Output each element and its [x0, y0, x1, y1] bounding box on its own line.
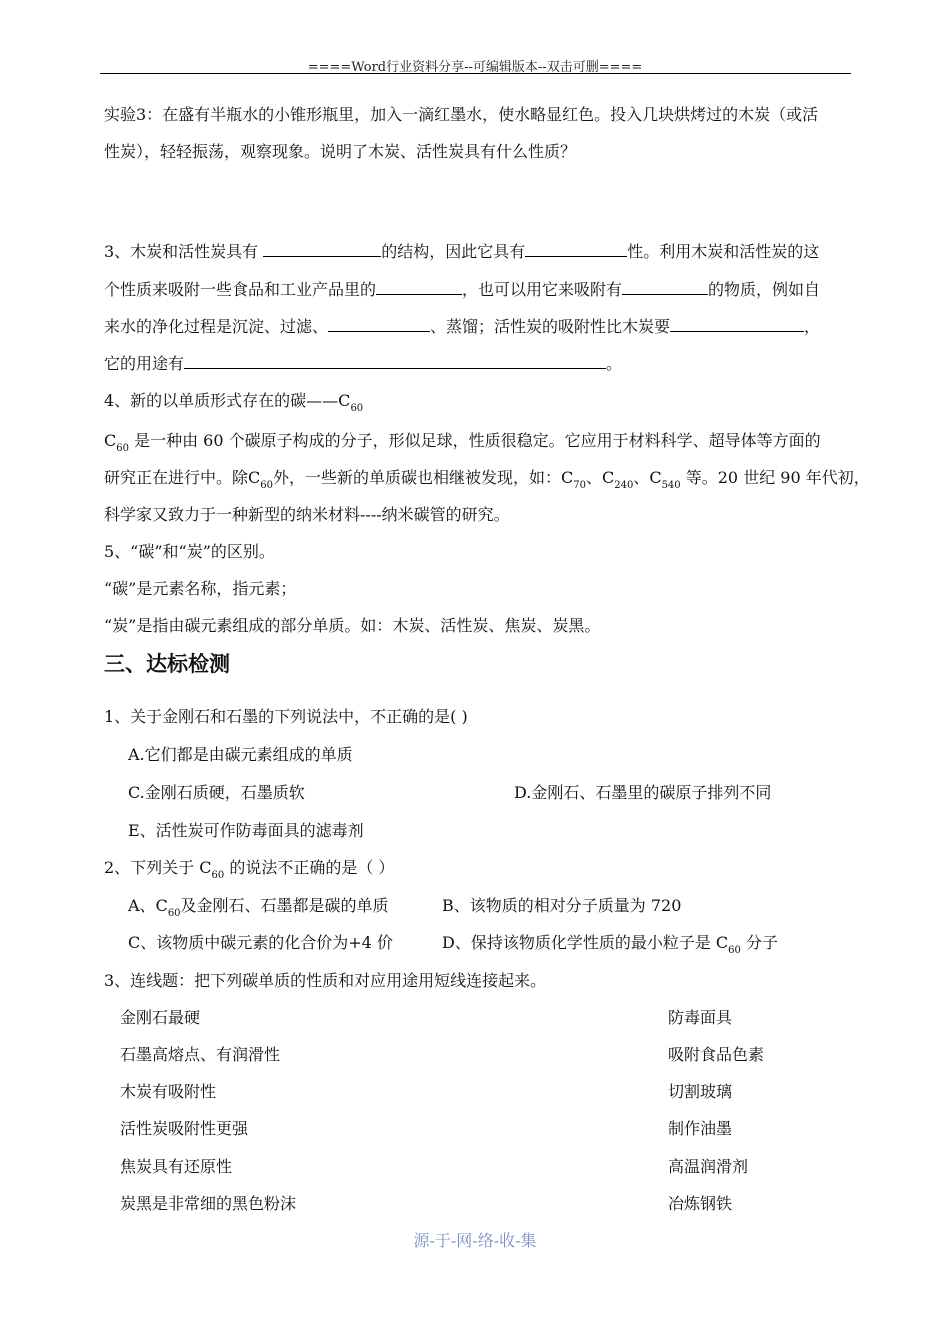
- q2-option-c: C、该物质中碳元素的化合价为+4 价: [128, 933, 393, 952]
- match-right-item[interactable]: 吸附食品色素: [668, 1045, 765, 1064]
- blank-4[interactable]: [622, 278, 708, 295]
- q1-option-e: E、活性炭可作防毒面具的滤毒剂: [128, 821, 364, 840]
- item5-line1: “碳”是元素名称，指元素；: [104, 579, 297, 598]
- match-right-item[interactable]: 冶炼钢铁: [668, 1194, 733, 1213]
- q1-option-a: A.它们都是由碳元素组成的单质: [128, 745, 353, 764]
- section-title: 三、达标检测: [104, 651, 230, 676]
- item3-line4: 它的用途有 。: [104, 354, 623, 373]
- blank-5[interactable]: [328, 315, 430, 332]
- item4-para-line3: 科学家又致力于一种新型的纳米材料----纳米碳管的研究。: [104, 505, 510, 524]
- q3-stem: 3、连线题：把下列碳单质的性质和对应用途用短线连接起来。: [104, 971, 547, 990]
- item3-line2: 个性质来吸附一些食品和工业产品里的 ，也可以用它来吸附有 的物质，例如自: [104, 280, 821, 299]
- match-right-item[interactable]: 高温润滑剂: [668, 1157, 749, 1176]
- item4-para-line1: $C_{60}$ 是一种由 60 个碳原子构成的分子，形似足球，性质很稳定。它应用于材料科学、超导体等方面的: [104, 431, 821, 454]
- q2-stem: 2、下列关于 $C_{60}$ 的说法不正确的是（ ）: [104, 858, 395, 881]
- item5-title: 5、“碳”和“炭”的区别。: [104, 542, 275, 561]
- match-left-item[interactable]: 炭黑是非常细的黑色粉沫: [120, 1194, 297, 1213]
- blank-1[interactable]: [263, 240, 381, 257]
- match-right-item[interactable]: 切割玻璃: [668, 1082, 733, 1101]
- match-left-item[interactable]: 金刚石最硬: [120, 1008, 201, 1027]
- match-right-item[interactable]: 制作油墨: [668, 1119, 733, 1138]
- q2-option-a: A、$C_{60}$及金刚石、石墨都是碳的单质: [128, 896, 389, 919]
- blank-7[interactable]: [184, 352, 606, 369]
- blank-2[interactable]: [525, 240, 627, 257]
- match-left-item[interactable]: 木炭有吸附性: [120, 1082, 217, 1101]
- blank-3[interactable]: [376, 278, 462, 295]
- q1-option-d: D.金刚石、石墨里的碳原子排列不同: [514, 783, 772, 802]
- item3-line1: 3、木炭和活性炭具有 的结构，因此它具有 性。利用木炭和活性炭的这: [104, 242, 820, 261]
- q2-option-d: D、保持该物质化学性质的最小粒子是 $C_{60}$ 分子: [442, 933, 778, 956]
- item4-title: 4、新的以单质形式存在的碳$——C_{60}$: [104, 391, 364, 414]
- item3-line3: 来水的净化过程是沉淀、过滤、 、蒸馏；活性炭的吸附性比木炭要 ，: [104, 317, 821, 336]
- page-header: ====Word行业资料分享--可编辑版本--双击可删====: [307, 60, 643, 75]
- q2-option-b: B、该物质的相对分子质量为 720: [442, 896, 682, 915]
- match-left-item[interactable]: 石墨高熔点、有润滑性: [120, 1045, 281, 1064]
- experiment3-line2: 性炭），轻轻振荡，观察现象。说明了木炭、活性炭具有什么性质？: [104, 142, 577, 161]
- page-footer: 源-于-网-络-收-集: [413, 1231, 537, 1250]
- q1-option-c: C.金刚石质硬，石墨质软: [128, 783, 305, 802]
- match-left-item[interactable]: 活性炭吸附性更强: [120, 1119, 249, 1138]
- match-left-item[interactable]: 焦炭具有还原性: [120, 1157, 233, 1176]
- experiment3-line1: 实验3：在盛有半瓶水的小锥形瓶里，加入一滴红墨水，使水略显红色。投入几块烘烤过的木炭（或活: [104, 105, 819, 124]
- item5-line2: “炭”是指由碳元素组成的部分单质。如：木炭、活性炭、焦炭、炭黑。: [104, 616, 601, 635]
- q1-stem: 1、关于金刚石和石墨的下列说法中，不正确的是( ): [104, 707, 468, 726]
- blank-6[interactable]: [670, 315, 804, 332]
- item4-para-line2: 研究正在进行中。除$C_{60}$外，一些新的单质碳也相继被发现，如：$C_{70}$、$C_{240}$、$C_{540}$ 等。20 世纪 90 年代初，: [104, 468, 870, 491]
- match-right-item[interactable]: 防毒面具: [668, 1008, 733, 1027]
- header-rule: [100, 73, 851, 74]
